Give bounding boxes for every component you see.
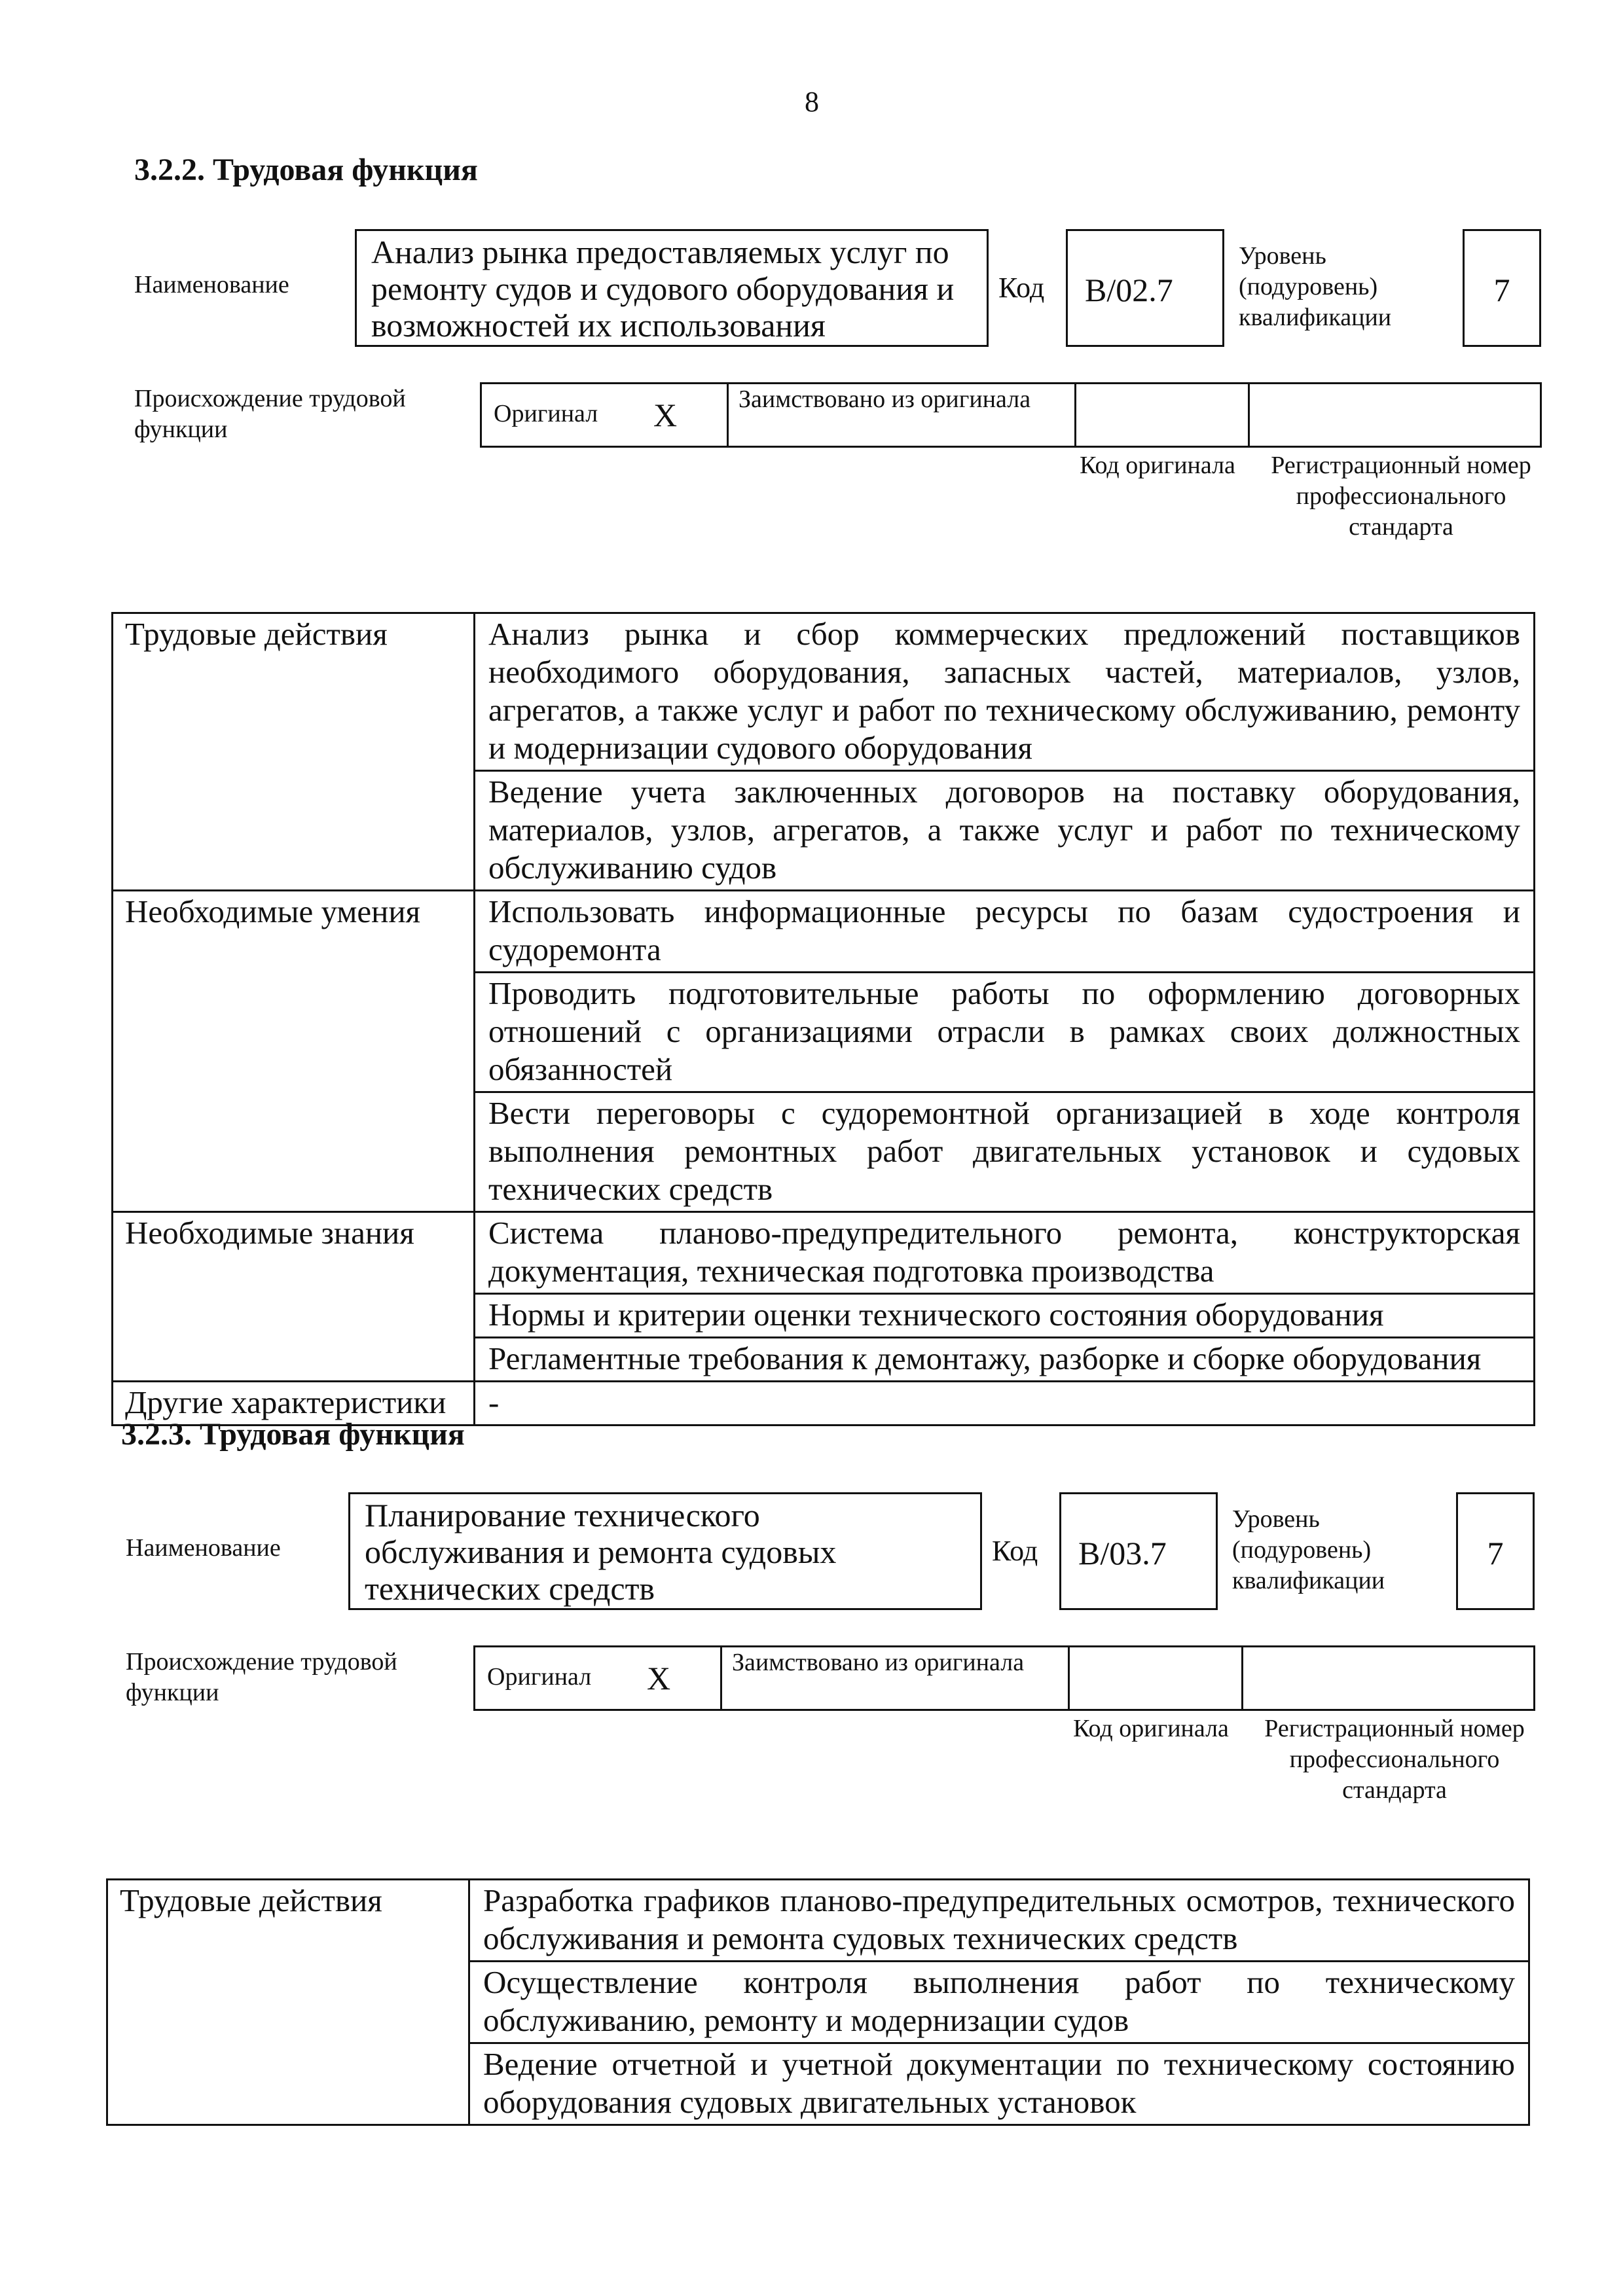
borrowed-label: Заимствовано из оригинала [739, 386, 1031, 413]
row-label: Трудовые действия [113, 613, 475, 891]
level-label: Уровень (подуровень) квалификации [1239, 242, 1392, 331]
table-cell: Ведение отчетной и учетной документации по техническому состоянию оборудования судовых двигательных установок [469, 2043, 1529, 2125]
level-label: Уровень (подуровень) квалификации [1232, 1505, 1385, 1594]
code-value: B/03.7 [1078, 1535, 1167, 1571]
table-cell: Анализ рынка и сбор коммерческих предложений поставщиков необходимого оборудования, запасных частей, материалов, узлов, агрегатов, а также услуг и работ по техническому обслуживанию, ремонту и модернизации судового оборудования [475, 613, 1535, 771]
borrowed-label: Заимствовано из оригинала [732, 1649, 1025, 1676]
original-label: Оригинал [487, 1663, 592, 1691]
row-label: Трудовые действия [107, 1880, 469, 2125]
code-label: Код [998, 272, 1045, 304]
table-cell: Осуществление контроля выполнения работ по техническому обслуживанию, ремонту и модернизации судов [469, 1962, 1529, 2043]
original-label: Оригинал [494, 400, 598, 427]
name-label: Наименование [126, 1534, 281, 1562]
original-mark: X [647, 1660, 671, 1696]
function-name: Анализ рынка предоставляемых услуг по ремонту судов и судового оборудования и возможностей их использования [371, 234, 955, 344]
level-value: 7 [1493, 272, 1510, 308]
code-box [1059, 1492, 1218, 1610]
function-name: Планирование технического обслуживания и ремонта судовых технических средств [365, 1497, 837, 1607]
table-cell: Использовать информационные ресурсы по базам судостроения и судоремонта [475, 891, 1535, 973]
table-cell: Система планово-предупредительного ремонта, конструкторская документация, техническая подготовка производства [475, 1212, 1535, 1294]
row-label: Необходимые умения [113, 891, 475, 1212]
origin-table [480, 382, 1542, 448]
table-cell: Регламентные требования к демонтажу, разборке и сборке оборудования [475, 1338, 1535, 1382]
code-original-caption: Код оригинала [1080, 452, 1235, 479]
original-mark: X [653, 397, 678, 433]
table-cell: Разработка графиков планово-предупредительных осмотров, технического обслуживания и ремонта судовых технических средств [469, 1880, 1529, 1962]
reg-number-caption: Регистрационный номер профессионального стандарта [1271, 452, 1531, 541]
labor-function-table [111, 612, 1535, 1426]
level-box [1456, 1492, 1535, 1610]
origin-label: Происхождение трудовой функции [134, 385, 406, 443]
section-heading: 3.2.3. Трудовая функция [121, 1417, 465, 1452]
origin-label: Происхождение трудовой функции [126, 1648, 397, 1706]
row-label: Другие характеристики [113, 1382, 475, 1426]
table-cell: Проводить подготовительные работы по оформлению договорных отношений с организациями отрасли в рамках своих должностных обязанностей [475, 973, 1535, 1092]
code-value: B/02.7 [1085, 272, 1173, 308]
level-box [1463, 229, 1541, 347]
table-cell: Ведение учета заключенных договоров на поставку оборудования, материалов, узлов, агрегатов, а также услуг и работ по техническому обслуживанию судов [475, 771, 1535, 891]
code-label: Код [992, 1535, 1038, 1567]
labor-function-table [106, 1878, 1530, 2126]
table-cell: Нормы и критерии оценки технического состояния оборудования [475, 1294, 1535, 1338]
code-box [1066, 229, 1224, 347]
code-original-caption: Код оригинала [1073, 1715, 1229, 1742]
function-name-box [348, 1492, 982, 1610]
row-label: Необходимые знания [113, 1212, 475, 1382]
name-label: Наименование [134, 271, 289, 298]
reg-number-caption: Регистрационный номер профессионального стандарта [1264, 1715, 1525, 1804]
function-name-box [355, 229, 989, 347]
table-cell: Вести переговоры с судоремонтной организацией в ходе контроля выполнения ремонтных работ двигательных установок и судовых технических средств [475, 1092, 1535, 1212]
table-cell: - [475, 1382, 1535, 1426]
section-heading: 3.2.2. Трудовая функция [134, 152, 478, 187]
page-number: 8 [805, 86, 819, 118]
level-value: 7 [1487, 1535, 1504, 1571]
origin-table [473, 1645, 1535, 1711]
